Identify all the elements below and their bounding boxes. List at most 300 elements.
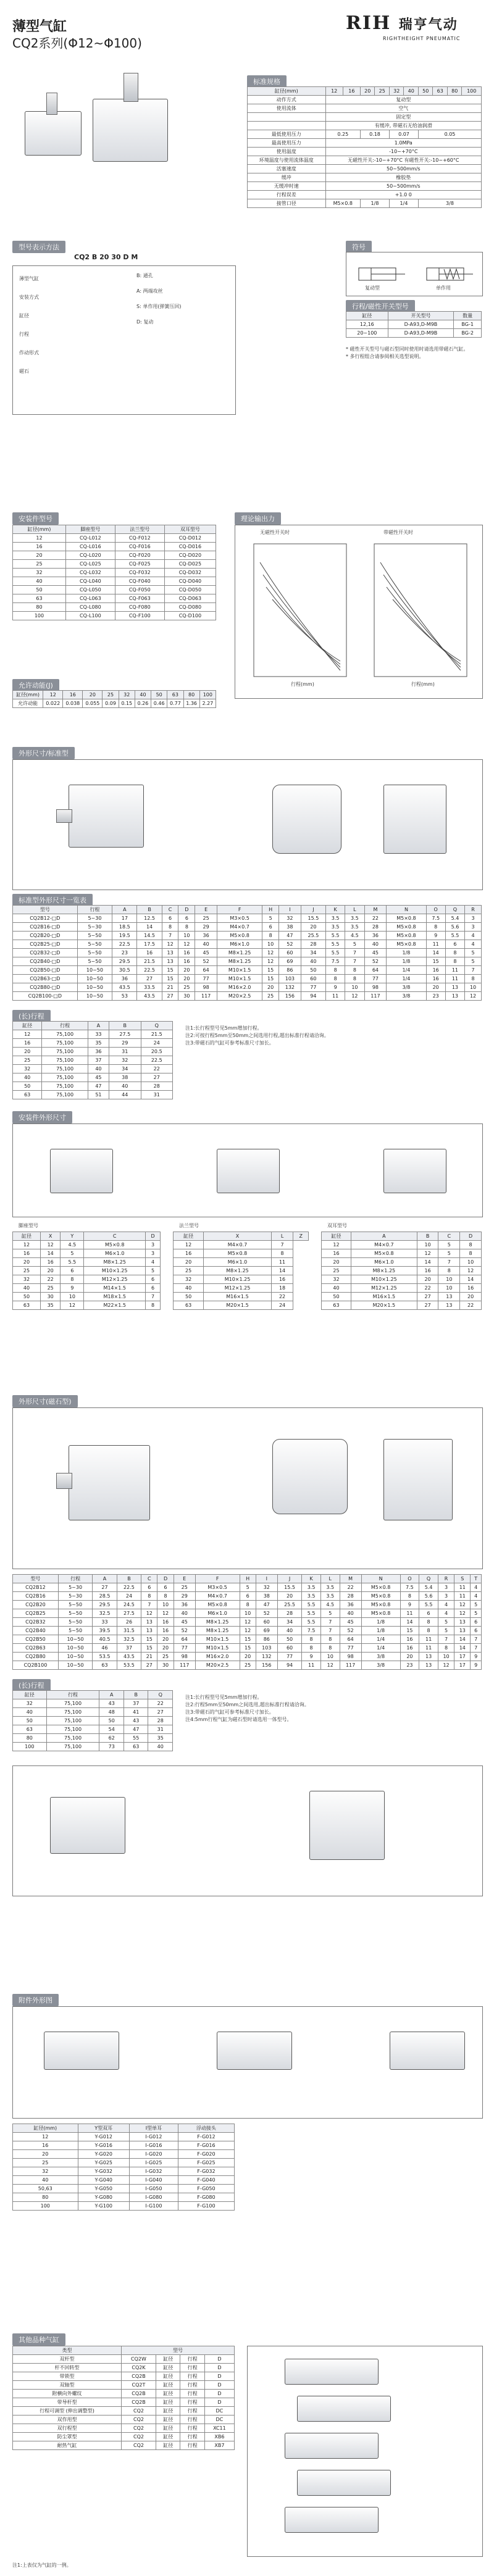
table-cell: 50 (13, 586, 66, 594)
theory-chart-area (235, 525, 483, 699)
table-cell: 8 (465, 975, 482, 983)
clevis-table (321, 1232, 482, 1310)
table-cell: M8×1.25 (351, 1267, 417, 1275)
table-cell: 16 (400, 1635, 419, 1644)
table-cell: M4×0.7 (217, 923, 262, 932)
table-cell: 4 (146, 1258, 161, 1267)
table-cell: 32 (109, 1056, 141, 1065)
table-cell: 47 (256, 1601, 277, 1609)
table-cell: 5 (262, 914, 279, 923)
table-row (13, 2141, 235, 2150)
table-cell: I-G020 (129, 2150, 178, 2159)
table-cell: 4 (465, 932, 482, 940)
table-cell: 缸径 (156, 2390, 180, 2398)
table-row (174, 1241, 309, 1249)
table-cell: 5 (438, 1241, 460, 1249)
model-label: 行程 (19, 331, 29, 337)
product-image-cylinder-large (93, 99, 168, 162)
table-cell: 75,100 (46, 1717, 99, 1725)
table-cell: 98 (364, 983, 387, 992)
table-cell: M10×1.5 (217, 966, 262, 975)
table-cell: CQ-D040 (164, 577, 216, 586)
table-header: S (454, 1575, 471, 1583)
table-cell: CQ-D050 (164, 586, 216, 594)
table-cell: 20 (178, 975, 195, 983)
table-cell: 12 (240, 1627, 256, 1635)
table-header: N (361, 1575, 400, 1583)
table-cell: 8 (460, 1241, 482, 1249)
table-cell: 5.4 (419, 1583, 438, 1592)
table-cell: 60 (279, 949, 301, 957)
table-header: Q (141, 1022, 173, 1030)
table-cell: 50 (99, 1717, 124, 1725)
table-header: 16 (63, 691, 83, 699)
product-image-cylinder-small (25, 111, 82, 156)
table-cell: 5~30 (58, 1592, 92, 1601)
table-cell: 复动型 (325, 96, 481, 104)
table-cell: 52 (279, 940, 301, 949)
table-cell: 16 (460, 1284, 482, 1293)
table-cell: 16 (157, 1618, 174, 1627)
table-cell: M16×1.5 (204, 1293, 271, 1301)
table-cell: 12 (322, 1241, 351, 1249)
table-cell: 103 (279, 975, 301, 983)
table-cell: 7.5 (302, 1627, 321, 1635)
table-cell: 15 (262, 975, 279, 983)
table-cell: 8 (157, 1592, 174, 1601)
table-cell: 13 (445, 983, 464, 992)
table-cell: 12 (454, 1609, 471, 1618)
table-cell: 12 (157, 1609, 174, 1618)
table-header: 缸径 (174, 1232, 204, 1241)
table-cell: 12 (454, 1601, 471, 1609)
table-cell: 40 (277, 1627, 301, 1635)
spec-header: 32 (389, 87, 404, 96)
table-cell: 27 (141, 1661, 157, 1670)
table-row (13, 586, 216, 594)
table-cell: Y-G016 (78, 2141, 129, 2150)
table-header: A (93, 1575, 117, 1583)
table-row (13, 1082, 173, 1091)
table-cell: 40 (13, 1708, 47, 1717)
table-cell: 11 (326, 992, 345, 1001)
table-row (13, 1073, 173, 1082)
table-cell: 接管口径 (248, 199, 326, 208)
table-cell: CQ-D063 (164, 594, 216, 603)
table-cell: 缸径 (156, 2355, 180, 2364)
table-cell: 25 (178, 983, 195, 992)
table-cell: 1/8 (361, 1627, 400, 1635)
table-cell: 16 (13, 1039, 42, 1048)
table-cell: 36 (364, 932, 387, 940)
table-cell: 40 (301, 957, 325, 966)
table-cell: +1.0 0 (325, 191, 481, 199)
table-header: R (465, 906, 482, 914)
table-cell: 允许动能 (13, 699, 43, 708)
table-header: X (204, 1232, 271, 1241)
table-header: 100 (199, 691, 216, 699)
table-cell: 16 (426, 966, 445, 975)
brand-logo: RIH 瑞亨气动 (346, 12, 458, 34)
long-notes-2 (185, 1694, 469, 1724)
table-cell: 21 (162, 983, 178, 992)
table-row (13, 1653, 482, 1661)
table-cell: Y-G012 (78, 2133, 129, 2141)
table-cell: 8 (271, 1249, 293, 1258)
table-cell: CQ-D032 (164, 569, 216, 577)
table-cell: 缸径 (156, 2416, 180, 2424)
table-cell: 40 (364, 940, 387, 949)
table-cell: 94 (301, 992, 325, 1001)
table-cell: 5~50 (58, 1627, 92, 1635)
table-cell: 41 (124, 1708, 148, 1717)
table-cell: 5.5 (302, 1618, 321, 1627)
table-cell: CQ2B16 (13, 1592, 59, 1601)
model-option: B: 通孔 (136, 273, 153, 278)
table-cell: 10 (438, 1275, 460, 1284)
table-cell: 100 (13, 2202, 78, 2211)
table-row (248, 122, 482, 130)
table-cell: 活塞速度 (248, 165, 326, 173)
table-cell: M16×2.0 (195, 1653, 240, 1661)
table-cell: 15 (162, 966, 178, 975)
table-row (248, 191, 482, 199)
table-cell: CQ-F050 (115, 586, 164, 594)
table-cell: 3.5 (345, 914, 364, 923)
table-cell: 12.5 (137, 914, 162, 923)
table-cell: 77 (340, 1644, 361, 1653)
table-cell: 12 (320, 1661, 340, 1670)
table-cell: I-G100 (129, 2202, 178, 2211)
table-cell: 缸径 (156, 2381, 180, 2390)
table-cell: 31 (141, 1091, 173, 1099)
table-cell: CQ-D012 (164, 534, 216, 543)
table-cell: 43 (124, 1717, 148, 1725)
table-row (248, 139, 482, 148)
table-cell: 12 (465, 992, 482, 1001)
table-cell: CQ-L032 (65, 569, 115, 577)
table-cell: 5 (61, 1249, 84, 1258)
section-switch: 行程/磁性开关型号 (346, 300, 415, 312)
table-cell: 117 (364, 992, 387, 1001)
table-cell: 117 (340, 1661, 361, 1670)
table-cell (248, 122, 326, 130)
table-cell: 31 (109, 1048, 141, 1056)
table-cell: 86 (256, 1635, 277, 1644)
table-cell: 行程可调型 (伸出调整型) (13, 2407, 122, 2416)
table-cell: 缸径 (156, 2372, 180, 2381)
table-cell: 22.5 (117, 1583, 141, 1592)
table-cell: I-G050 (129, 2185, 178, 2193)
table-cell: 1/4 (387, 966, 426, 975)
table-row (13, 2416, 235, 2424)
table-cell: 20 (40, 1267, 60, 1275)
table-row (13, 2407, 235, 2416)
table-cell: CQ2B (121, 2390, 156, 2398)
table-cell: 3.5 (320, 1583, 340, 1592)
table-cell: CQ2B20-□D (13, 932, 78, 940)
table-cell: 4.5 (61, 1241, 84, 1249)
table-cell: 25 (40, 1284, 60, 1293)
table-row (13, 1618, 482, 1627)
table-cell: 防尘罩型 (13, 2433, 122, 2441)
drawing-magnet (12, 1407, 483, 1569)
table-cell: 32 (13, 569, 66, 577)
section-other: 其他品种气缸 (12, 2333, 65, 2346)
table-cell: 60 (256, 1618, 277, 1627)
section-dim-basic: 外形尺寸/标准型 (12, 747, 75, 759)
table-cell: 1/8 (387, 949, 426, 957)
table-cell: 75,100 (42, 1039, 88, 1048)
table-header: 行程 (58, 1575, 92, 1583)
switch-notes (346, 346, 482, 361)
table-cell: Y-G100 (78, 2202, 129, 2211)
table-cell: 75,100 (42, 1082, 88, 1091)
table-cell: 75,100 (42, 1065, 88, 1073)
table-row (13, 966, 482, 975)
table-header: 缸径(mm) (13, 2124, 78, 2133)
table-cell: 5.4 (445, 914, 464, 923)
table-cell: CQ2B (121, 2372, 156, 2381)
table-cell: 98 (340, 1653, 361, 1661)
table-cell: 28 (301, 940, 325, 949)
table-cell: 12 (13, 1241, 41, 1249)
table-cell: 36 (174, 1601, 195, 1609)
table-cell: 50 (301, 966, 325, 975)
table-cell: 50 (174, 1293, 204, 1301)
table-cell: 33 (88, 1030, 109, 1039)
table-cell: 156 (256, 1661, 277, 1670)
table-cell: 20 (240, 1653, 256, 1661)
note-line: 注1:长行程型号见5mm增加行程。 (185, 1025, 262, 1031)
table-cell: CQ2W (121, 2355, 156, 2364)
table-cell: CQ-F100 (115, 612, 164, 620)
table-cell: 63 (13, 1725, 47, 1734)
table-header: 行程 (77, 906, 112, 914)
table-cell: 13 (419, 1661, 438, 1670)
table-cell: 29 (109, 1039, 141, 1048)
table-cell: 32 (13, 2167, 78, 2176)
table-cell: 12 (174, 1241, 204, 1249)
table-cell: 3/8 (387, 992, 426, 1001)
table-header: N (387, 906, 426, 914)
table-cell: M5×0.8 (325, 199, 360, 208)
chart-xlabel-left: 行程(mm) (291, 682, 314, 687)
table-cell: 77 (364, 975, 387, 983)
table-cell: 5 (471, 1609, 482, 1618)
table-cell: 27 (137, 975, 162, 983)
table-cell: 0.77 (167, 699, 183, 708)
table-cell: 附横向外螺纹 (13, 2390, 122, 2398)
table-cell: 11 (426, 940, 445, 949)
spec-header: 100 (462, 87, 482, 96)
table-row (248, 130, 482, 139)
table-row (13, 1708, 173, 1717)
table-cell: 75,100 (46, 1725, 99, 1734)
table-cell: 1.0MPa (325, 139, 481, 148)
table-cell: 27 (417, 1293, 438, 1301)
table-cell: M5×0.8 (217, 932, 262, 940)
product-image-rod-large (124, 73, 138, 102)
table-cell: 4 (471, 1592, 482, 1601)
table-cell: 35 (40, 1301, 60, 1310)
table-cell: CQ-L080 (65, 603, 115, 612)
table-cell: 45 (195, 949, 217, 957)
table-header: A (88, 1022, 109, 1030)
table-cell: 62 (99, 1734, 124, 1743)
table-cell: CQ2B50-□D (13, 966, 78, 975)
table-cell: 60 (301, 975, 325, 983)
table-cell: 9 (400, 1601, 419, 1609)
table-cell: 25 (195, 914, 217, 923)
table-row (13, 2390, 235, 2398)
table-cell: M10×1.25 (84, 1267, 146, 1275)
table-cell: 0.26 (135, 699, 151, 708)
table-cell: 50 (322, 1293, 351, 1301)
table-header: L (345, 906, 364, 914)
table-cell: 48 (99, 1708, 124, 1717)
section-accessory: 附件外形图 (12, 1994, 59, 2006)
table-cell: 43 (99, 1699, 124, 1708)
table-cell: 11 (302, 1661, 321, 1670)
table-cell: 63 (124, 1743, 148, 1751)
table-cell: CQ-L100 (65, 612, 115, 620)
table-cell: 16 (426, 975, 445, 983)
table-cell: CQ2 (121, 2424, 156, 2433)
table-cell: 28 (148, 1717, 173, 1725)
table-cell: 32 (174, 1275, 204, 1284)
table-cell: 98 (174, 1653, 195, 1661)
table-header: L (271, 1232, 293, 1241)
table-cell: CQ-L050 (65, 586, 115, 594)
table-row (13, 569, 216, 577)
table-cell: 24 (117, 1592, 141, 1601)
table-cell: 0.25 (325, 130, 360, 139)
drawing-standard (12, 759, 483, 890)
table-cell: I-G016 (129, 2141, 178, 2150)
table-cell: 35 (88, 1039, 109, 1048)
table-cell: 双行程型 (13, 2424, 122, 2433)
table-header: 80 (183, 691, 199, 699)
table-cell: 45 (174, 1618, 195, 1627)
table-cell: 33 (93, 1618, 117, 1627)
table-cell: 20 (322, 1258, 351, 1267)
drawing-accessory (12, 2006, 483, 2119)
table-header: 行程 (42, 1022, 88, 1030)
table-cell: 69 (279, 957, 301, 966)
table-cell: 9 (471, 1653, 482, 1661)
table-cell: M8×1.25 (217, 949, 262, 957)
mount-header: 脚座型号 (65, 525, 115, 534)
spec-header: 50 (418, 87, 433, 96)
table-cell: 25 (13, 1056, 42, 1065)
table-row (248, 156, 482, 165)
table-cell: 10 (61, 1293, 84, 1301)
table-cell: 32 (13, 1275, 41, 1284)
table-cell: F-G012 (178, 2133, 234, 2141)
table-cell: 6 (146, 1275, 161, 1284)
table-cell: -10~+70°C (325, 148, 481, 156)
table-cell: 11 (271, 1258, 293, 1267)
table-row (248, 199, 482, 208)
table-cell: 8 (426, 923, 445, 932)
table-cell: 7 (345, 949, 364, 957)
table-cell: 10~50 (58, 1653, 92, 1661)
table-cell: 80 (13, 1734, 47, 1743)
table-cell: 53 (112, 992, 137, 1001)
table-cell: 行程误差 (248, 191, 326, 199)
table-cell: 8 (419, 1618, 438, 1627)
table-cell: 20 (262, 983, 279, 992)
table-cell: 16 (13, 543, 66, 551)
table-cell: 22.5 (112, 940, 137, 949)
table-header: Q (419, 1575, 438, 1583)
table-row (13, 957, 482, 966)
table-cell: 16 (157, 1627, 174, 1635)
table-cell: 行程 (180, 2416, 204, 2424)
section-spec: 标准规格 (247, 75, 287, 88)
table-cell: F-G100 (178, 2202, 234, 2211)
table-cell: 21 (141, 1653, 157, 1661)
table-cell: 31 (148, 1725, 173, 1734)
table-header: T (471, 1575, 482, 1583)
note-line: 注2:行程5mm至50mm之间选用,超出标准行程请洽询。 (185, 1702, 309, 1707)
table-cell: M8×1.25 (84, 1258, 146, 1267)
table-cell: 103 (256, 1644, 277, 1653)
table-cell: 17 (454, 1661, 471, 1670)
table-cell: CQ-L012 (65, 534, 115, 543)
table-header: 型号 (13, 1575, 59, 1583)
table-row (248, 165, 482, 173)
table-row (13, 560, 216, 569)
table-row (13, 2364, 235, 2372)
table-cell: 50 (13, 1717, 47, 1725)
table-cell: 32.5 (117, 1635, 141, 1644)
table-cell: CQ2 (121, 2416, 156, 2424)
table-header: A (99, 1691, 124, 1699)
product-image-rod (46, 93, 57, 115)
table-cell: 5 (240, 1583, 256, 1592)
table-cell: M5×0.8 (204, 1249, 271, 1258)
table-header: K (326, 906, 345, 914)
table-cell: 10 (320, 1653, 340, 1661)
switch-header: 开关型号 (388, 312, 454, 320)
note-line: * 多行程组合请参阅相关选型说明。 (346, 354, 424, 359)
table-cell: 1/8 (387, 957, 426, 966)
table-row (13, 2355, 235, 2364)
table-cell: 22 (148, 1699, 173, 1708)
table-header: H (240, 1575, 256, 1583)
table-cell: 缸径 (156, 2398, 180, 2407)
table-cell: 0.09 (103, 699, 119, 708)
note-line: * 磁性开关型号与磁石型同时使用时请选用带磁石气缸。 (346, 346, 469, 352)
table-cell: 0.18 (360, 130, 389, 139)
table-cell: 8 (302, 1635, 321, 1644)
table-cell: 5~50 (77, 940, 112, 949)
table-cell: 15 (141, 1644, 157, 1653)
table-cell: 3.5 (302, 1592, 321, 1601)
table-cell: M8×1.25 (204, 1267, 271, 1275)
table-cell: 4.5 (345, 932, 364, 940)
table-cell: 杆不回转型 (13, 2364, 122, 2372)
table-cell: 38 (279, 923, 301, 932)
table-cell: 8 (460, 1249, 482, 1258)
table-cell: M14×1.5 (84, 1284, 146, 1293)
table-header: 浮动接头 (178, 2124, 234, 2133)
table-cell: 12 (13, 1030, 42, 1039)
table-cell: 7 (471, 1644, 482, 1653)
table-header: E (195, 906, 217, 914)
